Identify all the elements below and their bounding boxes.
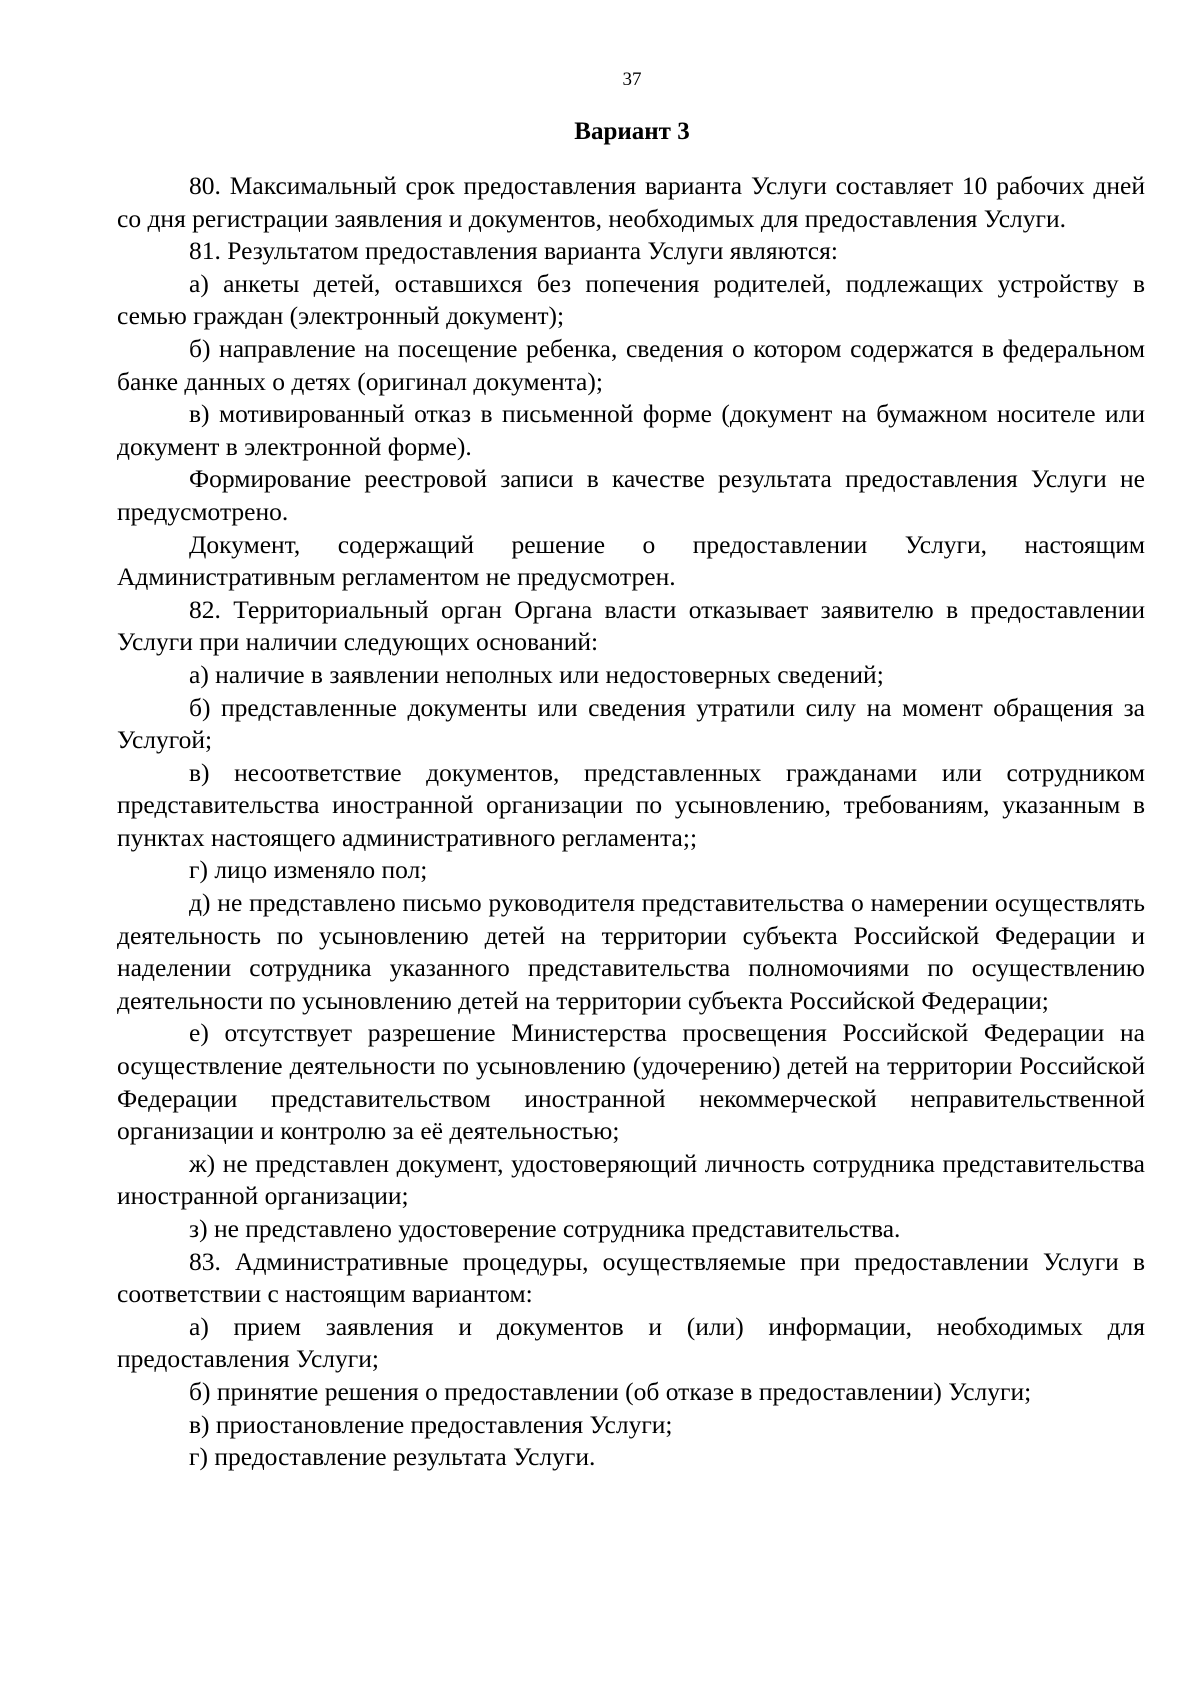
paragraph-83-a: а) прием заявления и документов и (или) информации, необходимых для предоставления Услуги; (117, 1311, 1145, 1374)
document-body (117, 170, 1145, 1474)
paragraph-83-v: в) приостановление предоставления Услуги; (189, 1409, 673, 1439)
section-heading: Вариант 3 (574, 118, 690, 145)
paragraph-80: 80. Максимальный срок предоставления варианта Услуги составляет 10 рабочих дней со дня регистрации заявления и документов, необходимых для предоставления Услуги. (117, 171, 1145, 233)
paragraph-82-e: е) отсутствует разрешение Министерства просвещения Российской Федерации на осуществление деятельности по усыновлению (удочерению) детей на территории Российской Федерации представительством иностранной некоммерческой неправительственной организации и контролю за её деятельностью; (117, 1018, 1145, 1146)
paragraph-81-b: б) направление на посещение ребенка, сведения о котором содержатся в федеральном банке данных о детях (оригинал документа); (117, 333, 1145, 396)
paragraph-82-z: з) не представлено удостоверение сотрудника представительства. (189, 1214, 901, 1243)
paragraph-83-g: г) предоставление результата Услуги. (189, 1442, 596, 1472)
paragraph-83-b: б) принятие решения о предоставлении (об отказе в предоставлении) Услуги; (189, 1376, 1032, 1406)
page-number: 37 (622, 69, 642, 90)
paragraph-82-a: а) наличие в заявлении неполных или недостоверных сведений; (189, 659, 884, 689)
paragraph-82-b: б) представленные документы или сведения утратили силу на момент обращения за Услугой; (117, 692, 1145, 755)
paragraph-registry-note: Формирование реестровой записи в качестве результата предоставления Услуги не предусмотрено. (117, 464, 1145, 526)
paragraph-81-a: а) анкеты детей, оставшихся без попечения родителей, подлежащих устройству в семью граждан (электронный документ); (117, 268, 1145, 331)
paragraph-82-g: г) лицо изменяло пол; (189, 855, 428, 885)
paragraph-decision-note: Документ, содержащий решение о предоставлении Услуги, настоящим Административным регламентом не предусмотрен. (117, 529, 1145, 592)
paragraph-82-v: в) несоответствие документов, представленных гражданами или сотрудником представительства иностранной организации по усыновлению, требованиям, указанным в пунктах настоящего административного регламента;; (117, 757, 1145, 852)
paragraph-83: 83. Административные процедуры, осуществляемые при предоставлении Услуги в соответствии с настоящим вариантом: (117, 1246, 1145, 1309)
paragraph-81: 81. Результатом предоставления варианта Услуги являются: (189, 236, 838, 266)
paragraph-82: 82. Территориальный орган Органа власти отказывает заявителю в предоставлении Услуги при наличии следующих оснований: (117, 594, 1145, 657)
paragraph-82-d: д) не представлено письмо руководителя представительства о намерении осуществлять деятельность по усыновлению детей на территории субъекта Российской Федерации и наделении сотрудника указанного представительства полномочиями по осуществлению деятельности по усыновлению детей на территории субъекта Российской Федерации; (117, 888, 1145, 1015)
paragraph-81-v: в) мотивированный отказ в письменной форме (документ на бумажном носителе или документ в электронной форме). (117, 399, 1145, 461)
paragraph-82-zh: ж) не представлен документ, удостоверяющий личность сотрудника представительства иностранной организации; (117, 1148, 1145, 1211)
